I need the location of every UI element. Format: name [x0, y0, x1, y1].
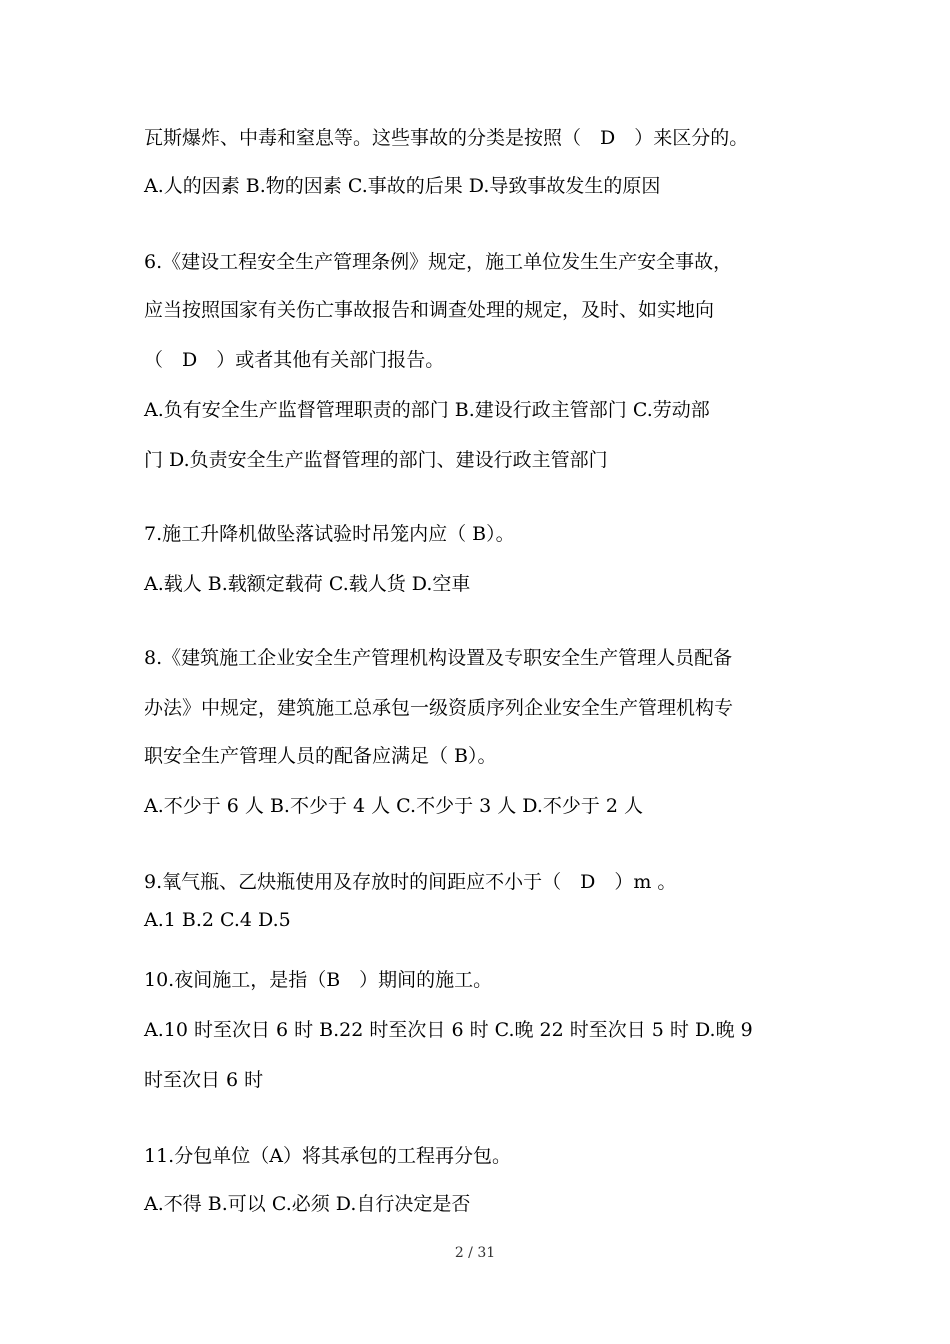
question-7-options-line-1: A.载人 B.载额定载荷 C.载人货 D.空車 — [144, 573, 471, 595]
question-6-stem-line-2: 应当按照国家有关伤亡事故报告和调查处理的规定，及时、如实地向 — [144, 299, 715, 321]
question-8-options-line-1: A.不少于 6 人 B.不少于 4 人 C.不少于 3 人 D.不少于 2 人 — [144, 795, 644, 817]
page-number: 2 / 31 — [454, 1245, 496, 1261]
question-11-options-line-1: A.不得 B.可以 C.必须 D.自行决定是否 — [144, 1193, 471, 1215]
question-6-options-line-2: 门 D.负责安全生产监督管理的部门、建设行政主管部门 — [144, 449, 608, 471]
question-8-stem-line-3: 职安全生产管理人员的配备应满足（ B）。 — [144, 745, 497, 767]
question-10-options-line-2: 时至次日 6 时 — [144, 1069, 264, 1091]
question-8-stem-line-2: 办法》中规定，建筑施工总承包一级资质序列企业安全生产管理机构专 — [144, 697, 734, 719]
question-10-stem-line-1: 10.夜间施工，是指（B ）期间的施工。 — [144, 969, 493, 991]
question-9-options-line-1: A.1 B.2 C.4 D.5 — [144, 909, 291, 931]
question-10-options-line-1: A.10 时至次日 6 时 B.22 时至次日 6 时 C.晚 22 时至次日 5 时 D.晚 9 — [144, 1019, 753, 1041]
question-7-stem-line-1: 7.施工升降机做坠落试验时吊笼内应（ B）。 — [144, 523, 515, 545]
question-5-options-line-1: A.人的因素 B.物的因素 C.事故的后果 D.导致事故发生的原因 — [144, 175, 661, 197]
question-6-stem-line-3: （ D ）或者其他有关部门报告。 — [144, 349, 445, 371]
question-5-stem-line-1: 瓦斯爆炸、中毒和窒息等。这些事故的分类是按照（ D ）来区分的。 — [144, 127, 749, 149]
question-8-stem-line-1: 8.《建筑施工企业安全生产管理机构设置及专职安全生产管理人员配备 — [144, 647, 733, 669]
question-6-options-line-1: A.负有安全生产监督管理职责的部门 B.建设行政主管部门 C.劳动部 — [144, 399, 710, 421]
question-9-stem-line-1: 9.氧气瓶、乙炔瓶使用及存放时的间距应不小于（ D ）m 。 — [144, 871, 677, 893]
question-6-stem-line-1: 6.《建设工程安全生产管理条例》规定，施工单位发生生产安全事故， — [144, 251, 733, 273]
question-11-stem-line-1: 11.分包单位（A）将其承包的工程再分包。 — [144, 1145, 511, 1167]
